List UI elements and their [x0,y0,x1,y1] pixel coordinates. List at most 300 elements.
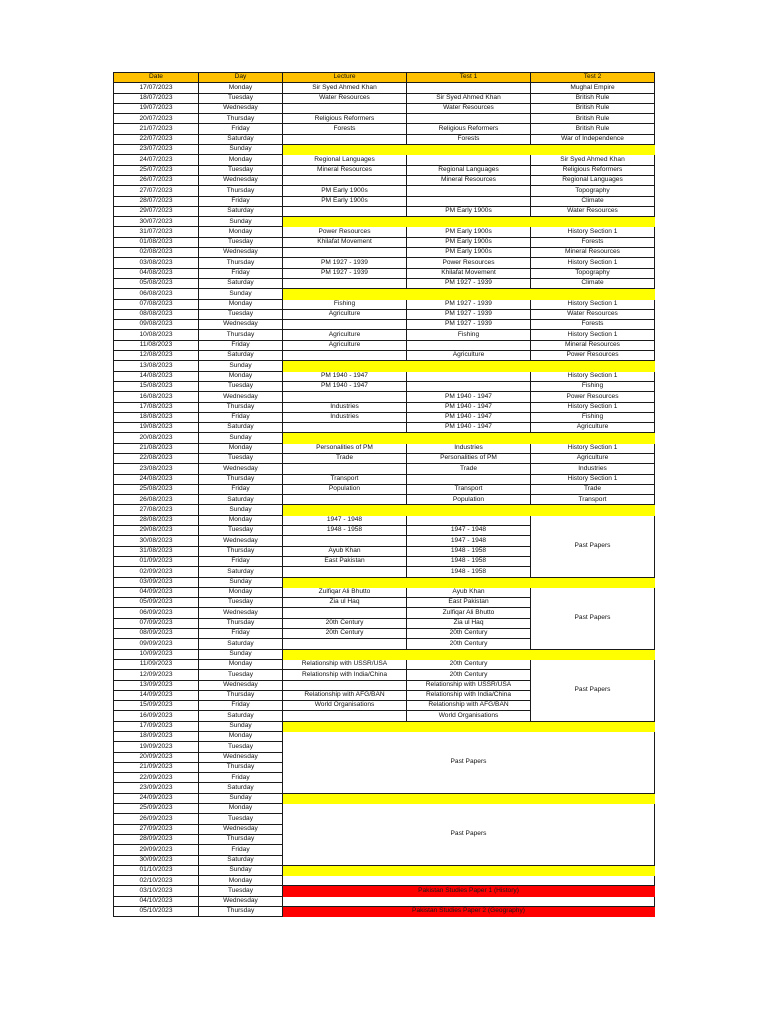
table-row [114,134,655,144]
day-cell: Sunday [199,433,283,443]
date-cell: 17/08/2023 [114,402,199,412]
schedule-body [114,83,655,917]
day-cell: Saturday [199,639,283,649]
table-row [114,217,655,227]
test2-cell: History Section 1 [531,402,655,412]
test2-cell: British Rule [531,124,655,134]
day-cell: Saturday [199,423,283,433]
date-cell: 25/08/2023 [114,484,199,494]
day-cell: Wednesday [199,680,283,690]
date-cell: 04/09/2023 [114,587,199,597]
test2-cell: Climate [531,196,655,206]
test1-cell: 20th Century [407,670,531,680]
sunday-highlight [283,721,655,731]
day-cell: Sunday [199,361,283,371]
test1-cell: Power Resources [407,258,531,268]
day-cell: Monday [199,515,283,525]
table-row [114,464,655,474]
day-cell: Monday [199,876,283,886]
test1-cell: Personalities of PM [407,453,531,463]
day-cell: Friday [199,629,283,639]
table-row [114,165,655,175]
test2-cell: British Rule [531,93,655,103]
table-row [114,886,655,896]
test1-cell: Zia ul Haq [407,618,531,628]
day-cell: Sunday [199,649,283,659]
test1-cell: PM 1940 - 1947 [407,402,531,412]
test1-cell: Ayub Khan [407,587,531,597]
lecture-cell [283,495,407,505]
date-cell: 31/08/2023 [114,546,199,556]
test1-cell: Mineral Resources [407,175,531,185]
day-cell: Wednesday [199,896,283,906]
day-cell: Wednesday [199,824,283,834]
date-cell: 04/10/2023 [114,896,199,906]
test2-cell: Fishing [531,381,655,391]
day-cell: Sunday [199,145,283,155]
table-row [114,186,655,196]
sunday-highlight [283,865,655,875]
date-cell: 28/07/2023 [114,196,199,206]
lecture-cell: Sir Syed Ahmed Khan [283,83,407,93]
date-cell: 20/07/2023 [114,114,199,124]
lecture-cell: Transport [283,474,407,484]
day-cell: Tuesday [199,598,283,608]
table-row [114,649,655,659]
date-cell: 05/10/2023 [114,907,199,917]
date-cell: 23/07/2023 [114,145,199,155]
sunday-highlight [283,217,655,227]
date-cell: 25/07/2023 [114,165,199,175]
date-cell: 05/09/2023 [114,598,199,608]
day-cell: Sunday [199,289,283,299]
date-cell: 12/09/2023 [114,670,199,680]
day-cell: Wednesday [199,175,283,185]
test1-cell: 20th Century [407,629,531,639]
lecture-cell [283,464,407,474]
test2-cell: History Section 1 [531,371,655,381]
date-cell: 13/08/2023 [114,361,199,371]
table-row [114,278,655,288]
table-row [114,505,655,515]
day-cell: Monday [199,299,283,309]
table-row [114,443,655,453]
date-cell: 18/09/2023 [114,732,199,742]
date-cell: 24/09/2023 [114,793,199,803]
table-row [114,865,655,875]
test1-cell: World Organisations [407,711,531,721]
test2-cell: Religious Reformers [531,165,655,175]
test1-cell [407,515,531,525]
test1-cell: Water Resources [407,103,531,113]
table-row [114,227,655,237]
study-schedule-table [113,72,655,917]
test1-cell: Forests [407,134,531,144]
table-row [114,515,655,525]
lecture-cell: East Pakistan [283,556,407,566]
test2-cell: Agriculture [531,423,655,433]
day-cell: Saturday [199,567,283,577]
test2-past-papers: Past Papers [531,515,655,577]
lecture-cell: Regional Languages [283,155,407,165]
test1-cell: Religious Reformers [407,124,531,134]
test1-cell: 1948 - 1958 [407,567,531,577]
table-row [114,453,655,463]
date-cell: 16/09/2023 [114,711,199,721]
empty-cell [283,876,655,886]
day-cell: Sunday [199,505,283,515]
lecture-cell: Zulfiqar Ali Bhutto [283,587,407,597]
date-cell: 14/08/2023 [114,371,199,381]
test1-cell: East Pakistan [407,598,531,608]
day-cell: Saturday [199,206,283,216]
lecture-cell: Khilafat Movement [283,237,407,247]
day-cell: Thursday [199,474,283,484]
table-row [114,289,655,299]
test2-cell: History Section 1 [531,227,655,237]
test1-cell: PM 1927 - 1939 [407,309,531,319]
date-cell: 29/08/2023 [114,526,199,536]
lecture-cell: Industries [283,402,407,412]
test1-cell: Industries [407,443,531,453]
date-cell: 01/09/2023 [114,556,199,566]
date-cell: 18/08/2023 [114,412,199,422]
test2-cell: Transport [531,495,655,505]
day-cell: Friday [199,412,283,422]
table-row [114,237,655,247]
day-cell: Thursday [199,618,283,628]
day-cell: Wednesday [199,248,283,258]
past-papers-block: Past Papers [283,732,655,794]
table-row [114,320,655,330]
day-cell: Monday [199,83,283,93]
test1-cell [407,155,531,165]
day-cell: Saturday [199,134,283,144]
date-cell: 09/08/2023 [114,320,199,330]
past-papers-block: Past Papers [283,804,655,866]
test2-cell: Fishing [531,412,655,422]
table-row [114,258,655,268]
date-cell: 20/08/2023 [114,433,199,443]
test2-cell: Mineral Resources [531,248,655,258]
test1-cell: Relationship with USSR/USA [407,680,531,690]
test2-cell: Power Resources [531,351,655,361]
sunday-highlight [283,433,655,443]
date-cell: 27/09/2023 [114,824,199,834]
date-cell: 22/07/2023 [114,134,199,144]
day-cell: Sunday [199,865,283,875]
date-cell: 08/09/2023 [114,629,199,639]
sunday-highlight [283,793,655,803]
date-cell: 23/09/2023 [114,783,199,793]
sunday-highlight [283,289,655,299]
test2-cell: Mughal Empire [531,83,655,93]
table-row [114,577,655,587]
test2-cell: Climate [531,278,655,288]
test2-cell: Power Resources [531,392,655,402]
lecture-cell: 1948 - 1958 [283,526,407,536]
day-cell: Tuesday [199,742,283,752]
lecture-cell [283,392,407,402]
date-cell: 27/07/2023 [114,186,199,196]
day-cell: Monday [199,371,283,381]
date-cell: 03/10/2023 [114,886,199,896]
lecture-cell: Power Resources [283,227,407,237]
lecture-cell: Population [283,484,407,494]
day-cell: Tuesday [199,165,283,175]
day-cell: Thursday [199,546,283,556]
table-row [114,309,655,319]
table-row [114,196,655,206]
day-cell: Thursday [199,690,283,700]
test1-cell: Zulfiqar Ali Bhutto [407,608,531,618]
date-cell: 23/08/2023 [114,464,199,474]
day-cell: Tuesday [199,237,283,247]
test1-cell [407,474,531,484]
date-cell: 26/09/2023 [114,814,199,824]
sunday-highlight [283,145,655,155]
day-cell: Monday [199,587,283,597]
day-cell: Sunday [199,793,283,803]
date-cell: 17/09/2023 [114,721,199,731]
day-cell: Tuesday [199,814,283,824]
exam-cell: Pakistan Studies Paper 2 (Geography) [283,907,655,917]
date-cell: 24/07/2023 [114,155,199,165]
test1-cell: Khilafat Movement [407,268,531,278]
test2-cell: Water Resources [531,309,655,319]
day-cell: Tuesday [199,886,283,896]
day-cell: Wednesday [199,536,283,546]
test1-cell: Sir Syed Ahmed Khan [407,93,531,103]
date-cell: 09/09/2023 [114,639,199,649]
day-cell: Tuesday [199,453,283,463]
table-row [114,299,655,309]
test2-cell: Sir Syed Ahmed Khan [531,155,655,165]
test2-past-papers: Past Papers [531,587,655,649]
test2-cell: Mineral Resources [531,340,655,350]
day-cell: Monday [199,227,283,237]
date-cell: 11/08/2023 [114,340,199,350]
lecture-cell: 20th Century [283,629,407,639]
day-cell: Thursday [199,330,283,340]
table-row [114,876,655,886]
date-cell: 13/09/2023 [114,680,199,690]
day-cell: Monday [199,804,283,814]
day-cell: Tuesday [199,381,283,391]
date-cell: 05/08/2023 [114,278,199,288]
sunday-highlight [283,505,655,515]
date-cell: 10/08/2023 [114,330,199,340]
table-row [114,206,655,216]
table-row [114,361,655,371]
lecture-cell: Agriculture [283,309,407,319]
lecture-cell: World Organisations [283,701,407,711]
sunday-highlight [283,577,655,587]
sunday-highlight [283,361,655,371]
day-cell: Saturday [199,351,283,361]
test2-cell: Regional Languages [531,175,655,185]
day-cell: Tuesday [199,93,283,103]
date-cell: 26/07/2023 [114,175,199,185]
day-cell: Wednesday [199,464,283,474]
day-cell: Wednesday [199,320,283,330]
table-row [114,371,655,381]
lecture-cell [283,567,407,577]
test1-cell: 1948 - 1958 [407,556,531,566]
date-cell: 06/08/2023 [114,289,199,299]
date-cell: 07/08/2023 [114,299,199,309]
day-cell: Friday [199,773,283,783]
test1-cell: PM 1940 - 1947 [407,423,531,433]
test1-cell: 1947 - 1948 [407,526,531,536]
day-cell: Wednesday [199,608,283,618]
lecture-cell: 20th Century [283,618,407,628]
test1-cell: Fishing [407,330,531,340]
header-row [114,73,655,83]
test2-cell: History Section 1 [531,299,655,309]
lecture-cell: Zia ul Haq [283,598,407,608]
table-row [114,248,655,258]
day-cell: Tuesday [199,526,283,536]
date-cell: 02/08/2023 [114,248,199,258]
day-cell: Friday [199,845,283,855]
test1-cell: PM Early 1900s [407,227,531,237]
date-cell: 14/09/2023 [114,690,199,700]
test1-cell: 20th Century [407,659,531,669]
table-row [114,83,655,93]
date-cell: 21/07/2023 [114,124,199,134]
test1-cell: Relationship with India/China [407,690,531,700]
table-row [114,340,655,350]
lecture-cell: Relationship with USSR/USA [283,659,407,669]
day-cell: Sunday [199,577,283,587]
test2-past-papers: Past Papers [531,659,655,721]
date-cell: 26/08/2023 [114,495,199,505]
day-cell: Sunday [199,721,283,731]
test2-cell: History Section 1 [531,443,655,453]
day-cell: Monday [199,732,283,742]
day-cell: Thursday [199,834,283,844]
table-row [114,392,655,402]
lecture-cell: PM Early 1900s [283,186,407,196]
date-cell: 01/08/2023 [114,237,199,247]
header-lecture: Lecture [283,73,407,83]
test1-cell: 1948 - 1958 [407,546,531,556]
test1-cell: Regional Languages [407,165,531,175]
date-cell: 25/09/2023 [114,804,199,814]
test1-cell [407,371,531,381]
table-row [114,721,655,731]
table-row [114,495,655,505]
date-cell: 02/10/2023 [114,876,199,886]
table-row [114,93,655,103]
date-cell: 17/07/2023 [114,83,199,93]
date-cell: 30/08/2023 [114,536,199,546]
table-row [114,659,655,669]
table-row [114,907,655,917]
date-cell: 07/09/2023 [114,618,199,628]
lecture-cell [283,639,407,649]
test1-cell: Relationship with AFG/BAN [407,701,531,711]
lecture-cell [283,103,407,113]
table-row [114,402,655,412]
table-row [114,268,655,278]
table-row [114,381,655,391]
date-cell: 01/10/2023 [114,865,199,875]
date-cell: 19/08/2023 [114,423,199,433]
test1-cell: PM 1940 - 1947 [407,412,531,422]
date-cell: 15/08/2023 [114,381,199,391]
day-cell: Wednesday [199,103,283,113]
lecture-cell: Relationship with India/China [283,670,407,680]
header-date: Date [114,73,199,83]
date-cell: 18/07/2023 [114,93,199,103]
test1-cell [407,83,531,93]
date-cell: 19/09/2023 [114,742,199,752]
date-cell: 08/08/2023 [114,309,199,319]
test2-cell: Water Resources [531,206,655,216]
test1-cell: Trade [407,464,531,474]
test1-cell: PM 1927 - 1939 [407,320,531,330]
test1-cell [407,196,531,206]
table-row [114,351,655,361]
day-cell: Thursday [199,186,283,196]
header-test-2: Test 2 [531,73,655,83]
test2-cell: Industries [531,464,655,474]
lecture-cell [283,680,407,690]
lecture-cell: Trade [283,453,407,463]
empty-cell [283,896,655,906]
lecture-cell: PM 1927 - 1939 [283,268,407,278]
date-cell: 28/08/2023 [114,515,199,525]
day-cell: Thursday [199,258,283,268]
sunday-highlight [283,649,655,659]
test2-cell: Forests [531,237,655,247]
date-cell: 30/09/2023 [114,855,199,865]
date-cell: 16/08/2023 [114,392,199,402]
lecture-cell [283,423,407,433]
table-row [114,124,655,134]
day-cell: Friday [199,701,283,711]
date-cell: 30/07/2023 [114,217,199,227]
date-cell: 02/09/2023 [114,567,199,577]
day-cell: Thursday [199,114,283,124]
lecture-cell [283,536,407,546]
test1-cell: Transport [407,484,531,494]
date-cell: 29/09/2023 [114,845,199,855]
test2-cell: Agriculture [531,453,655,463]
test1-cell: PM 1927 - 1939 [407,299,531,309]
table-row [114,330,655,340]
test1-cell: PM Early 1900s [407,206,531,216]
exam-cell: Pakistan Studies Paper 1 (History) [283,886,655,896]
day-cell: Sunday [199,217,283,227]
lecture-cell: Industries [283,412,407,422]
day-cell: Friday [199,196,283,206]
table-row [114,484,655,494]
date-cell: 20/09/2023 [114,752,199,762]
test2-cell: British Rule [531,114,655,124]
lecture-cell: Water Resources [283,93,407,103]
lecture-cell: Mineral Resources [283,165,407,175]
table-row [114,155,655,165]
test1-cell [407,186,531,196]
date-cell: 22/08/2023 [114,453,199,463]
test2-cell: History Section 1 [531,258,655,268]
test1-cell [407,114,531,124]
date-cell: 21/09/2023 [114,762,199,772]
header-test-1: Test 1 [407,73,531,83]
